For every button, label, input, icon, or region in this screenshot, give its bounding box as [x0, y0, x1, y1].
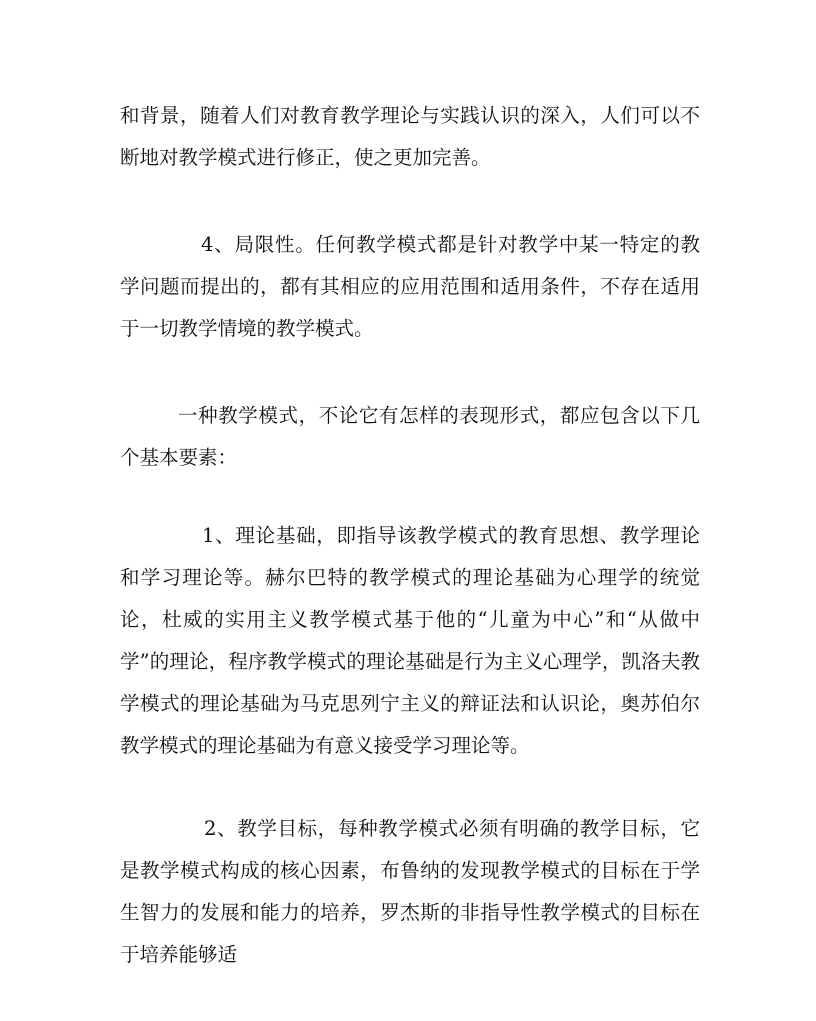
paragraph-basic-elements-intro: 一种教学模式，不论它有怎样的表现形式，都应包含以下几个基本要素： — [120, 404, 700, 469]
paragraph-theoretical-basis: 1、理论基础，即指导该教学模式的教育思想、教学理论和学习理论等。赫尔巴特的教学模式的理论基础为心理学的统觉论，杜威的实用主义教学模式基于他的“儿童为中心”和“从做中学”的理论，程序教学模式的理论基础是行为主义心理学，凯洛夫教学模式的理论基础为马克思列宁主义的辩证法和认识论，奥苏伯尔教学模式的理论基础为有意义接受学习理论等。 — [120, 524, 700, 757]
paragraph-teaching-objective: 2、教学目标，每种教学模式必须有明确的教学目标，它是教学模式构成的核心因素，布鲁纳的发现教学模式的目标在于学生智力的发展和能力的培养，罗杰斯的非指导性教学模式的目标在于培养能够适 — [120, 817, 700, 966]
paragraph-limitation: 4、局限性。任何教学模式都是针对教学中某一特定的教学问题而提出的，都有其相应的应用范围和适用条件，不存在适用于一切教学情境的教学模式。 — [120, 233, 700, 340]
paragraph-continuation: 和背景，随着人们对教育教学理论与实践认识的深入，人们可以不断地对教学模式进行修正，使之更加完善。 — [120, 104, 700, 169]
